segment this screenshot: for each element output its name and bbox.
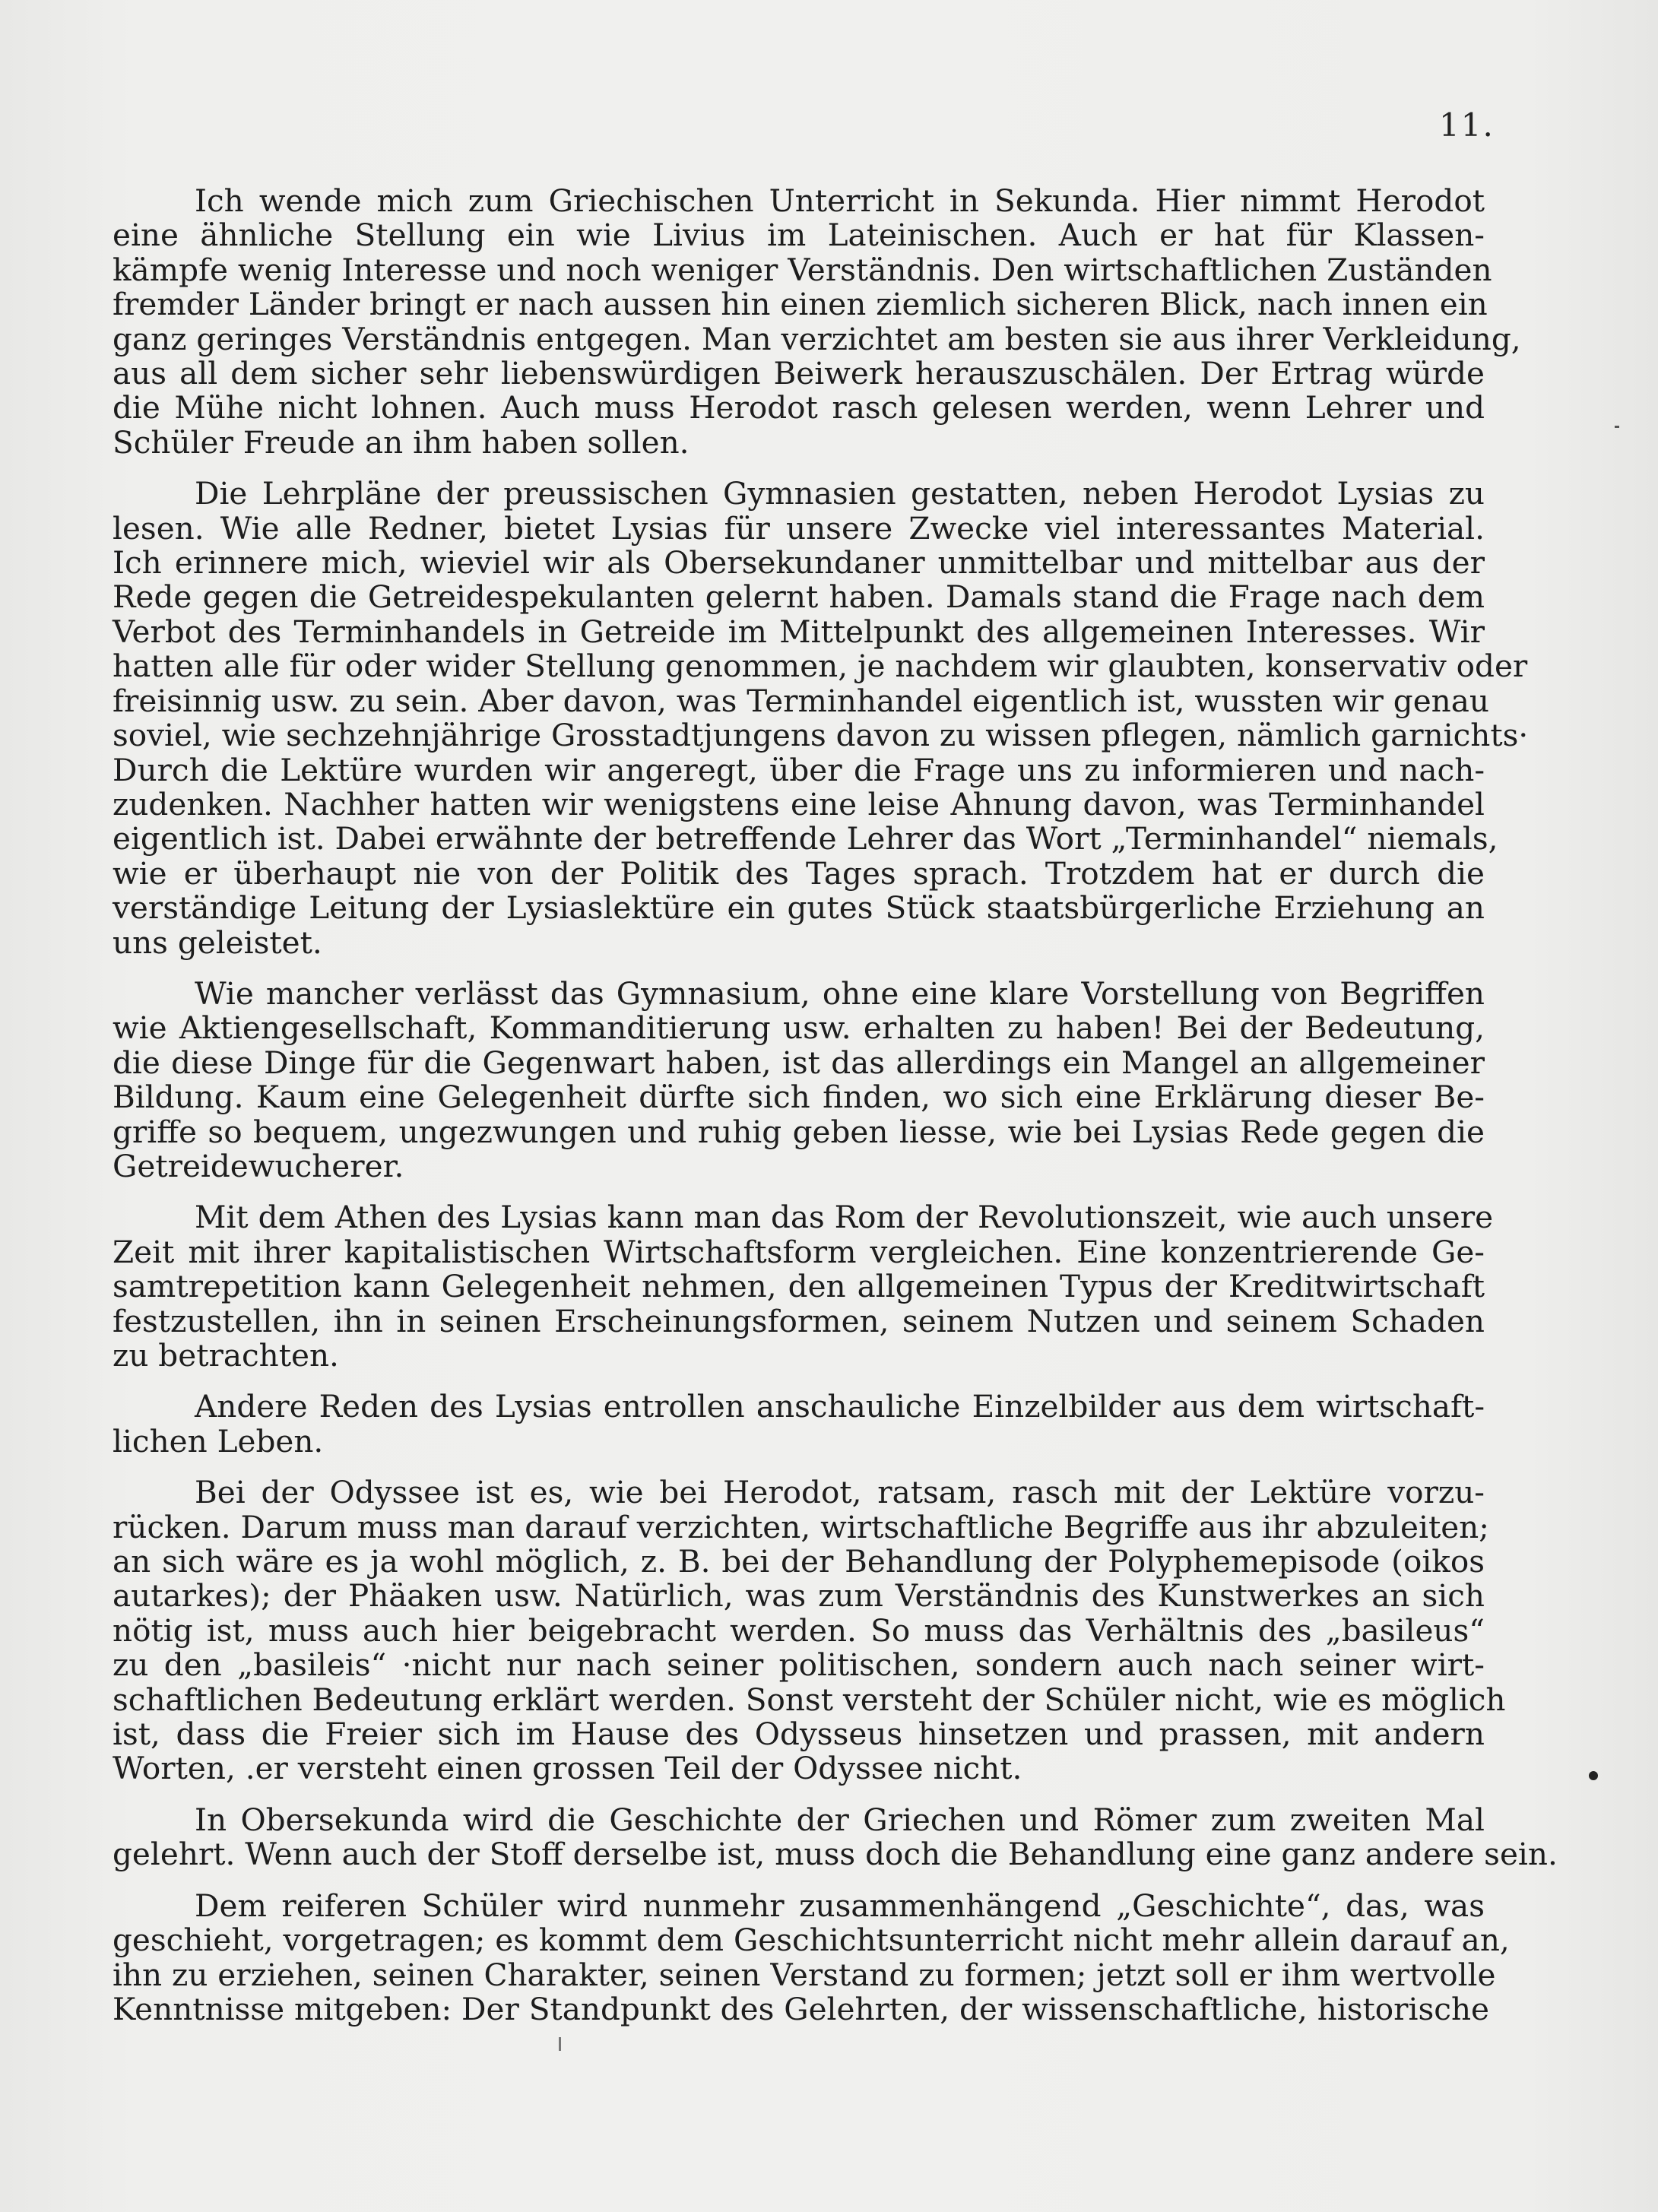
text-line: an sich wäre es ja wohl möglich, z. B. bei der Behandlung der Polyphemepisode (oikos bbox=[113, 1543, 1485, 1580]
text-line: aus all dem sicher sehr liebenswürdigen Beiwerk herauszuschälen. Der Ertrag würde bbox=[113, 355, 1485, 392]
paragraph-gap bbox=[113, 960, 1485, 977]
paragraph-gap bbox=[113, 1373, 1485, 1390]
text-line: Kenntnisse mitgeben: Der Standpunkt des Gelehrten, der wissenschaftliche, historische bbox=[113, 1990, 1490, 2027]
text-line: kämpfe wenig Interesse und noch weniger Verständnis. Den wirtschaftlichen Zuständen bbox=[113, 251, 1492, 288]
text-line: Ich erinnere mich, wieviel wir als Obersekundaner unmittelbar und mittelbar aus der bbox=[113, 544, 1485, 582]
paragraph-gap bbox=[113, 1184, 1485, 1200]
text-line: freisinnig usw. zu sein. Aber davon, was Terminhandel eigentlich ist, wussten wir genau bbox=[113, 682, 1489, 719]
text-line: schaftlichen Bedeutung erklärt werden. Sonst versteht der Schüler nicht, wie es möglich bbox=[113, 1681, 1506, 1718]
text-line: soviel, wie sechzehnjährige Grosstadtjungens davon zu wissen pflegen, nämlich garnichts· bbox=[113, 717, 1529, 754]
scan-speck bbox=[1589, 1771, 1598, 1780]
text-line: Die Lehrpläne der preussischen Gymnasien gestatten, neben Herodot Lysias zu bbox=[195, 475, 1485, 512]
text-line: lesen. Wie alle Redner, bietet Lysias für unsere Zwecke viel interessantes Material. bbox=[113, 509, 1485, 547]
paragraph-aktiengesellschaft bbox=[113, 974, 1485, 1184]
text-line: ist, dass die Freier sich im Hause des Odysseus hinsetzen und prassen, mit andern bbox=[113, 1716, 1485, 1753]
text-line: nötig ist, muss auch hier beigebracht werden. So muss das Verhältnis des „basileus“ bbox=[113, 1611, 1485, 1649]
text-line: fremder Länder bringt er nach aussen hin einen ziemlich sicheren Blick, nach innen ein bbox=[113, 286, 1488, 323]
text-line: griffe so bequem, ungezwungen und ruhig geben liesse, wie bei Lysias Rede gegen die bbox=[113, 1113, 1485, 1150]
text-line: festzustellen, ihn in seinen Erscheinungsformen, seinem Nutzen und seinem Schaden bbox=[113, 1302, 1485, 1339]
text-line: autarkes); der Phäaken usw. Natürlich, was zum Verständnis des Kunstwerkes an sich bbox=[113, 1577, 1485, 1615]
text-line: Mit dem Athen des Lysias kann man das Rom der Revolutionszeit, wie auch unsere bbox=[195, 1199, 1494, 1236]
paragraph-gap bbox=[113, 1872, 1485, 1889]
text-line: Rede gegen die Getreidespekulanten gelernt haben. Damals stand die Frage nach dem bbox=[113, 578, 1485, 616]
scan-speck bbox=[1615, 426, 1619, 428]
text-line: wie Aktiengesellschaft, Kommanditierung usw. erhalten zu haben! Bei der Bedeutung, bbox=[113, 1009, 1485, 1047]
text-line: Ich wende mich zum Griechischen Unterricht in Sekunda. Hier nimmt Herodot bbox=[195, 182, 1485, 219]
text-line: wie er überhaupt nie von der Politik des Tages sprach. Trotzdem hat er durch die bbox=[113, 854, 1485, 892]
paragraph-herodot bbox=[113, 182, 1521, 461]
text-line: samtrepetition kann Gelegenheit nehmen, den allgemeinen Typus der Kreditwirtschaft bbox=[113, 1268, 1485, 1305]
paragraph-gap bbox=[113, 460, 1485, 477]
text-line: In Obersekunda wird die Geschichte der Griechen und Römer zum zweiten Mal bbox=[195, 1801, 1485, 1838]
text-line: zu den „basileis“ ·nicht nur nach seiner politischen, sondern auch nach seiner wirt- bbox=[113, 1646, 1485, 1684]
paragraph-gap bbox=[113, 1459, 1485, 1475]
text-line: Schüler Freude an ihm haben sollen. bbox=[113, 423, 690, 461]
paragraph-obersekunda bbox=[113, 1801, 1558, 1873]
text-line: geschieht, vorgetragen; es kommt dem Geschichtsunterricht nicht mehr allein darauf an, bbox=[113, 1922, 1510, 1959]
paragraph-andere-reden bbox=[113, 1390, 1485, 1459]
text-line: Durch die Lektüre wurden wir angeregt, über die Frage uns zu informieren und nach- bbox=[113, 751, 1485, 788]
text-line: zudenken. Nachher hatten wir wenigstens eine leise Ahnung davon, was Terminhandel bbox=[113, 785, 1485, 822]
paragraph-reiferer-schueler bbox=[113, 1887, 1510, 2027]
text-line: Bei der Odyssee ist es, wie bei Herodot, ratsam, rasch mit der Lektüre vorzu- bbox=[195, 1474, 1485, 1511]
scan-speck bbox=[559, 2037, 561, 2051]
text-line: eigentlich ist. Dabei erwähnte der betreffende Lehrer das Wort „Terminhandel“ niemals, bbox=[113, 820, 1498, 857]
text-line: ganz geringes Verständnis entgegen. Man verzichtet am besten sie aus ihrer Verkleidung, bbox=[113, 320, 1521, 357]
text-line: Wie mancher verlässt das Gymnasium, ohne eine klare Vorstellung von Begriffen bbox=[195, 974, 1485, 1012]
text-line: eine ähnliche Stellung ein wie Livius im Lateinischen. Auch er hat für Klassen- bbox=[113, 217, 1485, 254]
paragraph-odyssee bbox=[113, 1474, 1506, 1787]
text-line: rücken. Darum muss man darauf verzichten, wirtschaftliche Begriffe aus ihr abzuleiten; bbox=[113, 1508, 1489, 1545]
text-line: Bildung. Kaum eine Gelegenheit dürfte sich finden, wo sich eine Erklärung dieser Be- bbox=[113, 1079, 1485, 1116]
text-line: ihn zu erziehen, seinen Charakter, seinen Verstand zu formen; jetzt soll er ihm wertvolle bbox=[113, 1956, 1496, 1993]
text-line: Zeit mit ihrer kapitalistischen Wirtschaftsform vergleichen. Eine konzentrierende Ge- bbox=[113, 1233, 1485, 1270]
body-text bbox=[113, 182, 1558, 2027]
text-line: uns geleistet. bbox=[113, 924, 322, 961]
paragraph-lysias bbox=[113, 475, 1529, 961]
text-line: die diese Dinge für die Gegenwart haben, ist das allerdings ein Mangel an allgemeiner bbox=[113, 1044, 1485, 1081]
text-line: Verbot des Terminhandels in Getreide im Mittelpunkt des allgemeinen Interesses. Wir bbox=[113, 613, 1485, 650]
text-line: Getreidewucherer. bbox=[113, 1147, 404, 1184]
text-line: die Mühe nicht lohnen. Auch muss Herodot rasch gelesen werden, wenn Lehrer und bbox=[113, 389, 1485, 426]
text-line: Worten, .er versteht einen grossen Teil der Odyssee nicht. bbox=[113, 1750, 1022, 1787]
paragraph-gap bbox=[113, 1786, 1485, 1803]
text-line: gelehrt. Wenn auch der Stoff derselbe ist, muss doch die Behandlung eine ganz andere sein. bbox=[113, 1836, 1558, 1873]
text-line: Andere Reden des Lysias entrollen anschauliche Einzelbilder aus dem wirtschaft- bbox=[195, 1388, 1485, 1425]
text-line: Dem reiferen Schüler wird nunmehr zusammenhängend „Geschichte“, das, was bbox=[195, 1887, 1485, 1924]
text-line: zu betrachten. bbox=[113, 1337, 339, 1374]
paragraph-athen-rom bbox=[113, 1199, 1494, 1374]
text-line: lichen Leben. bbox=[113, 1422, 324, 1459]
text-line: verständige Leitung der Lysiaslektüre ein gutes Stück staatsbürgerliche Erziehung an bbox=[113, 889, 1485, 927]
page-number: 11. bbox=[1439, 106, 1495, 144]
text-line: hatten alle für oder wider Stellung genommen, je nachdem wir glaubten, konservativ oder bbox=[113, 648, 1528, 685]
